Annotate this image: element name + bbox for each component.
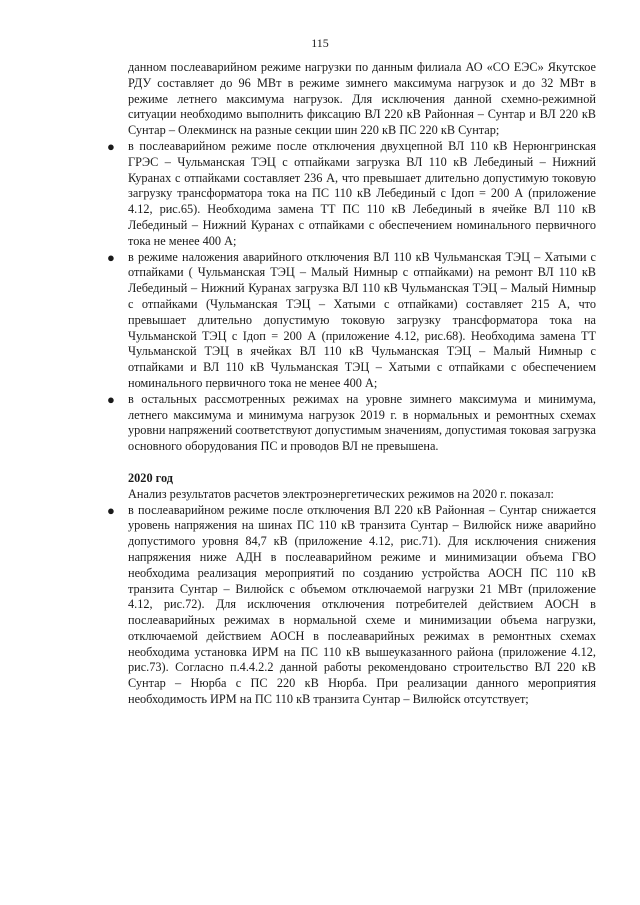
bullet-list-2019 [107,138,596,455]
bullet-icon: ● [107,502,115,518]
section-heading-2020: 2020 год [128,470,173,485]
list-item-text: в остальных рассмотренных режимах на уровне зимнего максимума и минимума, летнего максимума и минимума нагрузок 2019 г. в нормальных и ремонтных схемах уровни напряжений соответствуют допустимым значениям, допустимая токовая загрузка основного оборудования ПС и проводов ВЛ не превышена. [128,391,596,454]
list-item-text: в послеаварийном режиме после отключения ВЛ 220 кВ Районная – Сунтар снижается уровень напряжения на шинах ПС 110 кВ транзита Сунтар – Вилюйск ниже аварийно допустимого уровня 84,7 кВ (приложение 4.12, рис.71). Для исключения снижения напряжения ниже АДН в послеаварийном режиме и минимизации объема ГВО необходима реализация мероприятий по созданию устройства АОСН ПС 110 кВ транзита Сунтар – Вилюйск с объемом отключаемой нагрузки 21 МВт (приложение 4.12, рис.72). Для исключения отключения потребителей действием АОСН в послеаварийных режимах в нормальной схеме и минимизации объема нагрузки, отключаемой действием АОСН в послеаварийных режимах в ремонтных схемах необходима установка ИРМ на ПС 110 кВ вышеуказанного района (приложение 4.12, рис.73). Согласно п.4.4.2.2 данной работы рекомендовано строительство ВЛ 220 кВ Сунтар – Нюрба с ПС 220 кВ Нюрба. При реализации данного мероприятия необходимость ИРМ на ПС 110 кВ транзита Сунтар – Вилюйск отсутствует; [128,502,596,707]
list-item-text: в послеаварийном режиме после отключения двухцепной ВЛ 110 кВ Нерюнгринская ГРЭС – Чульманская ТЭЦ с отпайками загрузка ВЛ 110 кВ Лебединый – Нижний Куранах с отпайками составляет 236 А, что превышает длительно допустимую токовую загрузку трансформатора тока на ПС 110 кВ Лебединый с Iдоп = 200 А (приложение 4.12, рис.65). Необходима замена ТТ ПС 110 кВ Лебединый в ячейке ВЛ 110 кВ Лебединый – Нижний Куранах с отпайками с обеспечением номинального первичного тока не менее 400 А; [128,138,596,248]
list-item-text: в режиме наложения аварийного отключения ВЛ 110 кВ Чульманская ТЭЦ – Хатыми с отпайками ( Чульманская ТЭЦ – Малый Нимныр с отпайками) на ремонт ВЛ 110 кВ Лебединый – Нижний Куранах загрузка ВЛ 110 кВ Чульманская ТЭЦ – Малый Нимныр с отпайками (Чульманская ТЭЦ – Хатыми с отпайками) составляет 215 А, что превышает длительно допустимую токовую загрузку трансформатора тока на Чульманской ТЭЦ с Iдоп = 200 А (приложение 4.12, рис.68). Необходима замена ТТ Чульманской ТЭЦ в ячейках ВЛ 110 кВ Чульманская ТЭЦ – Малый Нимныр с отпайками и ВЛ 110 кВ Чульманская ТЭЦ – Хатыми с отпайками с обеспечением номинального первичного тока не менее 400 А; [128,249,596,390]
list-item [107,391,596,455]
list-item [107,502,596,708]
bullet-icon: ● [107,249,115,265]
intro-paragraph-2020: Анализ результатов расчетов электроэнергетических режимов на 2020 г. показал: [128,486,554,501]
list-item [107,249,596,392]
bullet-icon: ● [107,138,115,154]
page-number: 115 [311,36,329,50]
bullet-icon: ● [107,391,115,407]
continuation-paragraph: данном послеаварийном режиме нагрузки по данным филиала АО «СО ЕЭС» Якутское РДУ составляет до 96 МВт в режиме зимнего максимума нагрузок и до 32 МВт в режиме летнего максимума нагрузок. Для исключения данной схемно-режимной ситуации необходимо выполнить фиксацию ВЛ 220 кВ Районная – Сунтар и ВЛ 220 кВ Сунтар – Олекминск на разные секции шин 220 кВ ПС 220 кВ Сунтар; [128,60,596,138]
page-content [107,60,596,708]
list-item [107,138,596,250]
bullet-list-2020 [107,502,596,708]
